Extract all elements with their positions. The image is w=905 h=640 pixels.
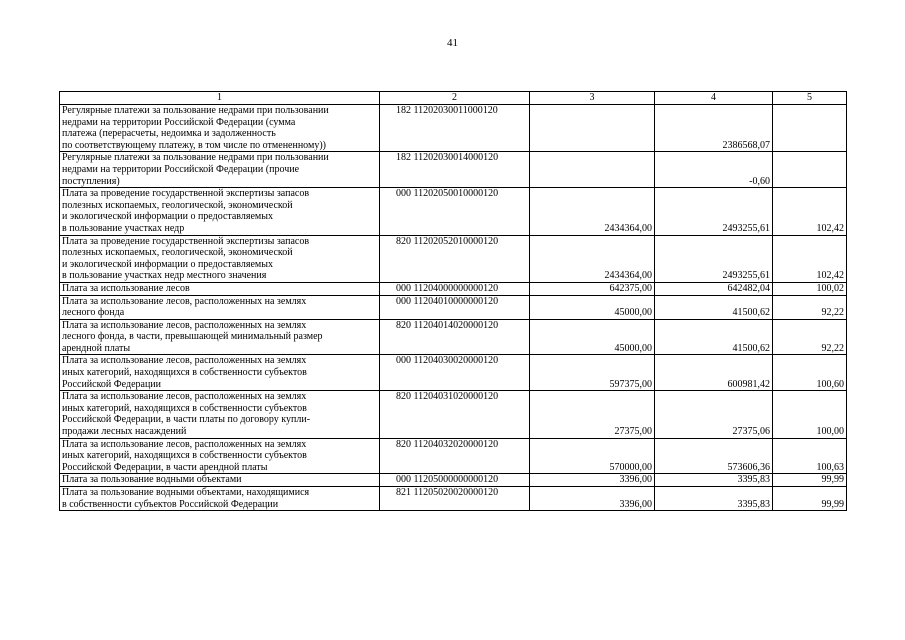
row-code-cell: 821 11205020020000120 bbox=[380, 487, 530, 511]
row-percent-cell: 99,99 bbox=[773, 474, 847, 487]
row-code-cell: 000 11204000000000120 bbox=[380, 282, 530, 295]
row-percent-cell: 100,63 bbox=[773, 438, 847, 474]
row-actual-cell: 573606,36 bbox=[655, 438, 773, 474]
row-name-cell: Регулярные платежи за пользование недрами при пользовании недрами на территории Российской Федерации (сумма платежа (перерасчеты, недоимка и задолженность по соответствующему платежу, в том числе по отмененному)) bbox=[60, 105, 380, 152]
column-header: 1 bbox=[60, 92, 380, 105]
table-row bbox=[60, 355, 847, 391]
table-row bbox=[60, 235, 847, 282]
column-header: 4 bbox=[655, 92, 773, 105]
row-plan-cell: 2434364,00 bbox=[530, 235, 655, 282]
row-code-cell: 000 11205000000000120 bbox=[380, 474, 530, 487]
column-header: 3 bbox=[530, 92, 655, 105]
row-name-cell: Плата за использование лесов, расположенных на землях иных категорий, находящихся в собственности субъектов Российской Федерации, в части платы по договору купли- продажи лесных насаждений bbox=[60, 391, 380, 438]
row-code-cell: 000 11204010000000120 bbox=[380, 295, 530, 319]
row-plan-cell: 2434364,00 bbox=[530, 188, 655, 235]
row-percent-cell: 92,22 bbox=[773, 319, 847, 355]
table-row bbox=[60, 188, 847, 235]
row-actual-cell: 2493255,61 bbox=[655, 235, 773, 282]
row-plan-cell: 642375,00 bbox=[530, 282, 655, 295]
table-row bbox=[60, 487, 847, 511]
row-plan-cell: 570000,00 bbox=[530, 438, 655, 474]
table-row bbox=[60, 319, 847, 355]
row-name-cell: Плата за проведение государственной экспертизы запасов полезных ископаемых, геологической, экономической и экологической информации о предоставляемых в пользование участках недр bbox=[60, 188, 380, 235]
row-actual-cell: 41500,62 bbox=[655, 319, 773, 355]
page-number: 41 bbox=[447, 37, 458, 49]
row-name-cell: Плата за пользование водными объектами, находящимися в собственности субъектов Российской Федерации bbox=[60, 487, 380, 511]
table-row bbox=[60, 282, 847, 295]
revenue-table bbox=[59, 91, 847, 511]
row-percent-cell: 100,60 bbox=[773, 355, 847, 391]
table-header-row bbox=[60, 92, 847, 105]
row-plan-cell: 3396,00 bbox=[530, 487, 655, 511]
row-code-cell: 182 11202030014000120 bbox=[380, 152, 530, 188]
row-percent-cell: 92,22 bbox=[773, 295, 847, 319]
row-percent-cell bbox=[773, 152, 847, 188]
row-percent-cell: 100,02 bbox=[773, 282, 847, 295]
row-actual-cell: 600981,42 bbox=[655, 355, 773, 391]
row-code-cell: 820 11204014020000120 bbox=[380, 319, 530, 355]
column-header: 5 bbox=[773, 92, 847, 105]
row-code-cell: 820 11204032020000120 bbox=[380, 438, 530, 474]
row-code-cell: 820 11202052010000120 bbox=[380, 235, 530, 282]
row-actual-cell: 642482,04 bbox=[655, 282, 773, 295]
row-plan-cell: 45000,00 bbox=[530, 295, 655, 319]
column-header: 2 bbox=[380, 92, 530, 105]
row-plan-cell bbox=[530, 152, 655, 188]
row-name-cell: Плата за использование лесов, расположенных на землях иных категорий, находящихся в собственности субъектов Российской Федерации bbox=[60, 355, 380, 391]
row-actual-cell: 2386568,07 bbox=[655, 105, 773, 152]
table-row bbox=[60, 295, 847, 319]
row-name-cell: Плата за использование лесов bbox=[60, 282, 380, 295]
row-name-cell: Плата за использование лесов, расположенных на землях иных категорий, находящихся в собственности субъектов Российской Федерации, в части арендной платы bbox=[60, 438, 380, 474]
table-row bbox=[60, 474, 847, 487]
row-actual-cell: 3395,83 bbox=[655, 487, 773, 511]
row-code-cell: 000 11204030020000120 bbox=[380, 355, 530, 391]
row-plan-cell: 3396,00 bbox=[530, 474, 655, 487]
row-code-cell: 182 11202030011000120 bbox=[380, 105, 530, 152]
row-percent-cell: 102,42 bbox=[773, 188, 847, 235]
row-plan-cell: 597375,00 bbox=[530, 355, 655, 391]
row-name-cell: Плата за пользование водными объектами bbox=[60, 474, 380, 487]
table-row bbox=[60, 391, 847, 438]
row-percent-cell: 102,42 bbox=[773, 235, 847, 282]
row-name-cell: Плата за использование лесов, расположенных на землях лесного фонда, в части, превышающей минимальный размер арендной платы bbox=[60, 319, 380, 355]
row-percent-cell: 100,00 bbox=[773, 391, 847, 438]
row-percent-cell bbox=[773, 105, 847, 152]
table-row bbox=[60, 105, 847, 152]
row-plan-cell: 27375,00 bbox=[530, 391, 655, 438]
row-name-cell: Плата за использование лесов, расположенных на землях лесного фонда bbox=[60, 295, 380, 319]
row-plan-cell: 45000,00 bbox=[530, 319, 655, 355]
row-actual-cell: 27375,06 bbox=[655, 391, 773, 438]
row-actual-cell: 2493255,61 bbox=[655, 188, 773, 235]
row-code-cell: 000 11202050010000120 bbox=[380, 188, 530, 235]
row-percent-cell: 99,99 bbox=[773, 487, 847, 511]
row-actual-cell: 3395,83 bbox=[655, 474, 773, 487]
row-actual-cell: -0,60 bbox=[655, 152, 773, 188]
row-plan-cell bbox=[530, 105, 655, 152]
row-actual-cell: 41500,62 bbox=[655, 295, 773, 319]
row-name-cell: Плата за проведение государственной экспертизы запасов полезных ископаемых, геологической, экономической и экологической информации о предоставляемых в пользование участках недр местного значения bbox=[60, 235, 380, 282]
table-row bbox=[60, 438, 847, 474]
row-name-cell: Регулярные платежи за пользование недрами при пользовании недрами на территории Российской Федерации (прочие поступления) bbox=[60, 152, 380, 188]
table-row bbox=[60, 152, 847, 188]
row-code-cell: 820 11204031020000120 bbox=[380, 391, 530, 438]
